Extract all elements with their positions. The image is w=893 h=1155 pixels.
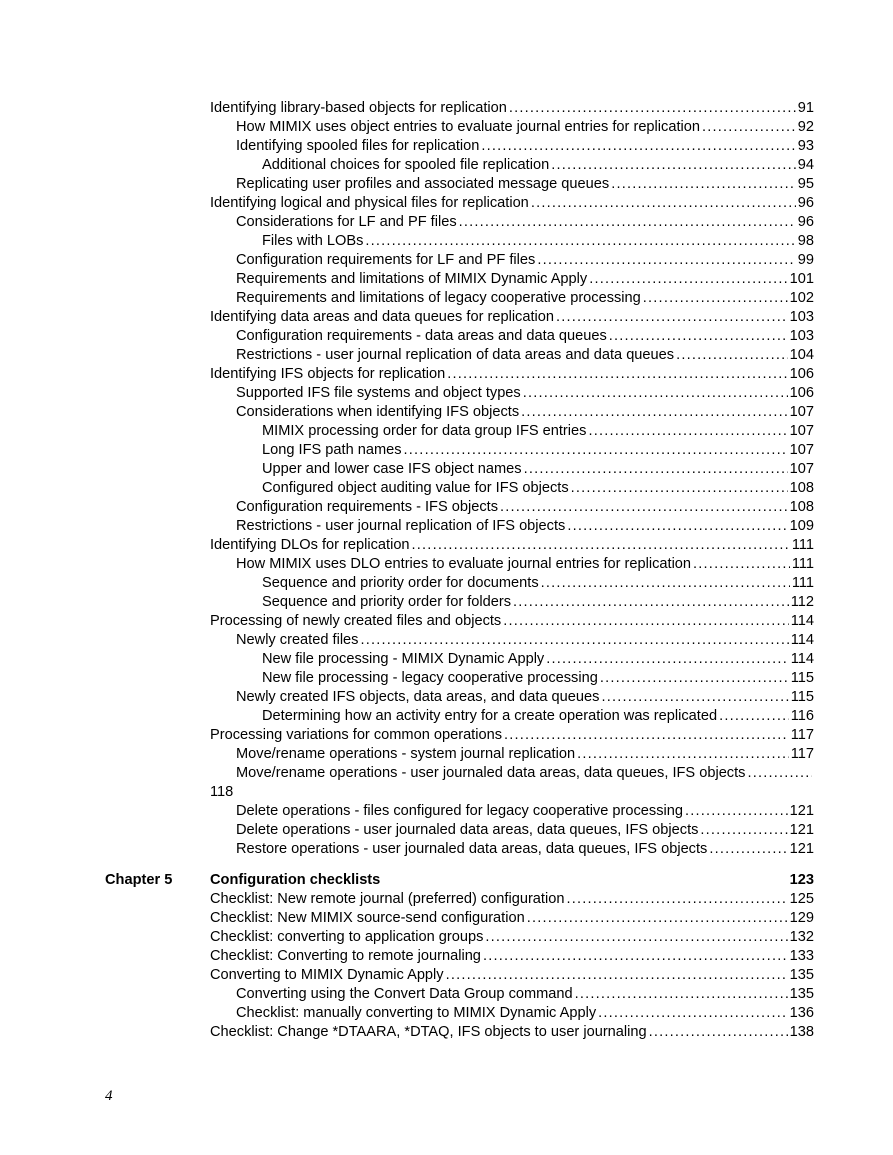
toc-entry-title: Restrictions - user journal replication of data areas and data queues: [236, 347, 675, 363]
dot-leader: [459, 213, 796, 232]
toc-entry-title: New file processing - legacy cooperative processing: [262, 670, 598, 686]
dot-leader: [598, 1004, 788, 1023]
toc-entry-page: 115: [790, 670, 814, 686]
toc-entry-page: 138: [789, 1024, 814, 1040]
toc-entry-page: 129: [789, 910, 814, 926]
dot-leader: [483, 947, 788, 966]
toc-entry-page: 117: [790, 727, 814, 743]
toc-entry[interactable]: [210, 498, 814, 517]
toc-entry[interactable]: [210, 213, 814, 232]
dot-leader: [747, 764, 812, 783]
toc-entry[interactable]: [210, 251, 814, 270]
toc-entry-page: 115: [790, 689, 814, 705]
toc-entry-page: 114: [790, 651, 814, 667]
toc-entry-title: Processing variations for common operations: [210, 727, 503, 743]
toc-entry-page: 116: [790, 708, 814, 724]
toc-entry-page: 121: [789, 803, 814, 819]
toc-entry-title: Restrictions - user journal replication of IFS objects: [236, 518, 566, 534]
toc-entry-page: 95: [797, 176, 814, 192]
chapter-section: [105, 871, 814, 1042]
dot-leader: [537, 251, 795, 270]
dot-leader: [676, 346, 788, 365]
toc-entry-page: 98: [797, 233, 814, 249]
dot-leader: [709, 840, 787, 859]
toc-entry-title: Requirements and limitations of MIMIX Dynamic Apply: [236, 271, 588, 287]
toc-entry-title: Requirements and limitations of legacy cooperative processing: [236, 290, 641, 306]
dot-leader: [556, 308, 788, 327]
dot-leader: [523, 384, 788, 403]
toc-entry-page: 96: [797, 195, 814, 211]
toc-entry[interactable]: [210, 232, 814, 251]
toc-entry-page: 109: [789, 518, 814, 534]
toc-entry-title: Considerations when identifying IFS objects: [236, 404, 520, 420]
dot-leader: [521, 403, 788, 422]
dot-leader: [702, 118, 796, 137]
toc-entry-title: Replicating user profiles and associated message queues: [236, 176, 610, 192]
toc-entry-page: 107: [789, 404, 814, 420]
toc-entry-title: Newly created IFS objects, data areas, and data queues: [236, 689, 600, 705]
toc-entry[interactable]: [210, 909, 814, 928]
toc-entry-page: 117: [790, 746, 814, 762]
toc-entry-page: 135: [789, 967, 814, 983]
toc-entry-title: Considerations for LF and PF files: [236, 214, 457, 230]
toc-entry[interactable]: [210, 650, 814, 669]
toc-entry-title: Identifying DLOs for replication: [210, 537, 410, 553]
toc-entry[interactable]: [210, 460, 814, 479]
dot-leader: [601, 688, 788, 707]
toc-entry-title: Identifying library-based objects for replication: [210, 100, 507, 116]
dot-leader: [447, 365, 787, 384]
toc-entry[interactable]: [210, 821, 814, 840]
toc-entry[interactable]: [210, 403, 814, 422]
toc-entry-title: MIMIX processing order for data group IFS entries: [262, 423, 587, 439]
toc-entry[interactable]: [210, 327, 814, 346]
toc-entry[interactable]: [210, 890, 814, 909]
toc-entry[interactable]: [210, 118, 814, 137]
toc-entry-title: Identifying spooled files for replication: [236, 138, 480, 154]
toc-entry-page: 99: [797, 252, 814, 268]
toc-entry-page: 114: [790, 632, 814, 648]
toc-entry-page: 112: [790, 594, 814, 610]
toc-entry-title: Checklist: New remote journal (preferred) configuration: [210, 891, 565, 907]
toc-entry[interactable]: [210, 346, 814, 365]
toc-entry-page: 103: [789, 328, 814, 344]
toc-entry-page: 133: [789, 948, 814, 964]
toc-entry[interactable]: [210, 593, 814, 612]
toc-entry[interactable]: [210, 175, 814, 194]
toc-entry[interactable]: [210, 726, 814, 745]
toc-entry-title: Determining how an activity entry for a create operation was replicated: [262, 708, 718, 724]
toc-entry-title: Sequence and priority order for folders: [262, 594, 512, 610]
dot-leader: [600, 669, 789, 688]
dot-leader: [412, 536, 790, 555]
dot-leader: [611, 175, 796, 194]
dot-leader: [541, 574, 790, 593]
dot-leader: [567, 517, 787, 536]
toc-entry[interactable]: [210, 289, 814, 308]
toc-entry-title: How MIMIX uses object entries to evaluate journal entries for replication: [236, 119, 700, 135]
dot-leader: [481, 137, 795, 156]
toc-entry[interactable]: [210, 928, 814, 947]
dot-leader: [546, 650, 789, 669]
toc-entry-title: Move/rename operations - user journaled data areas, data queues, IFS objects: [236, 765, 746, 781]
dot-leader: [551, 156, 796, 175]
toc-entry-title: Move/rename operations - system journal replication: [236, 746, 576, 762]
toc-entry-title: Configuration requirements - data areas and data queues: [236, 328, 607, 344]
toc-entry-page: 93: [797, 138, 814, 154]
toc-entry-page: 118: [210, 784, 234, 800]
toc-entry-title: Converting to MIMIX Dynamic Apply: [210, 967, 444, 983]
toc-entry[interactable]: [210, 536, 814, 555]
dot-leader: [700, 821, 787, 840]
toc-entry-page: 107: [789, 423, 814, 439]
toc-entry-title: Checklist: New MIMIX source-send configuration: [210, 910, 525, 926]
toc-entry-page: 114: [790, 613, 814, 629]
toc-entry-page: 135: [789, 986, 814, 1002]
toc-entry-page: 104: [789, 347, 814, 363]
toc-entry[interactable]: [210, 156, 814, 175]
toc-entry[interactable]: [210, 966, 814, 985]
dot-leader: [524, 460, 788, 479]
chapter-heading[interactable]: [105, 871, 814, 890]
toc-entry-page: 107: [789, 461, 814, 477]
toc-entry-page: 108: [789, 499, 814, 515]
toc-entry-page: 107: [789, 442, 814, 458]
toc-entry-page: 108: [789, 480, 814, 496]
toc-entry[interactable]: [210, 840, 814, 859]
toc-entry-page: 132: [789, 929, 814, 945]
dot-leader: [649, 1023, 788, 1042]
toc-entry-title: Additional choices for spooled file replication: [262, 157, 550, 173]
toc-entry[interactable]: [210, 137, 814, 156]
toc-entry[interactable]: [210, 441, 814, 460]
toc-entry-page: 101: [789, 271, 814, 287]
toc-entry-title: Converting using the Convert Data Group command: [236, 986, 573, 1002]
toc-entry-page: 125: [789, 891, 814, 907]
toc-entry[interactable]: [210, 631, 814, 650]
toc-entry-title: Identifying data areas and data queues for replication: [210, 309, 555, 325]
toc-entry-page: 94: [797, 157, 814, 173]
dot-leader: [577, 745, 789, 764]
toc-entry-page: 136: [789, 1005, 814, 1021]
toc-entry-page: 102: [789, 290, 814, 306]
toc-entry-title: Newly created files: [236, 632, 359, 648]
dot-leader: [575, 985, 788, 1004]
toc-entry[interactable]: [210, 270, 814, 289]
toc-entry-page: 111: [791, 537, 814, 553]
dot-leader: [571, 479, 788, 498]
dot-leader: [503, 612, 789, 631]
toc-entry-page: 111: [791, 556, 814, 572]
toc-entry-title: Upper and lower case IFS object names: [262, 461, 522, 477]
dot-leader: [531, 194, 796, 213]
toc-entry[interactable]: [210, 308, 814, 327]
chapter-label: Chapter 5: [105, 872, 173, 888]
toc-entry-title: Supported IFS file systems and object types: [236, 385, 521, 401]
toc-entry-title: Processing of newly created files and objects: [210, 613, 502, 629]
toc-entry-title: Delete operations - user journaled data areas, data queues, IFS objects: [236, 822, 699, 838]
toc-entry-title: Restore operations - user journaled data areas, data queues, IFS objects: [236, 841, 708, 857]
toc-entry[interactable]: [210, 745, 814, 764]
dot-leader: [609, 327, 788, 346]
page-number: 4: [105, 1088, 113, 1104]
dot-leader: [485, 928, 787, 947]
dot-leader: [693, 555, 790, 574]
toc-list: [210, 99, 814, 859]
toc-entry-title: Identifying logical and physical files for replication: [210, 195, 529, 211]
dot-leader: [365, 232, 795, 251]
toc-entry-title: Checklist: Change *DTAARA, *DTAQ, IFS objects to user journaling: [210, 1024, 647, 1040]
dot-leader: [527, 909, 788, 928]
chapter-entries: [210, 890, 814, 1042]
toc-entry[interactable]: [210, 947, 814, 966]
dot-leader: [500, 498, 788, 517]
toc-entry-page: 96: [797, 214, 814, 230]
toc-entry[interactable]: [210, 688, 814, 707]
toc-entry[interactable]: [210, 1004, 814, 1023]
toc-entry-title: How MIMIX uses DLO entries to evaluate journal entries for replication: [236, 556, 692, 572]
toc-entry[interactable]: [210, 422, 814, 441]
toc-entry[interactable]: [210, 1023, 814, 1042]
dot-leader: [643, 289, 788, 308]
dot-leader: [588, 422, 787, 441]
toc-entry-page: 111: [791, 575, 814, 591]
dot-leader: [446, 966, 788, 985]
toc-entry-page: 103: [789, 309, 814, 325]
toc-entry[interactable]: [210, 99, 814, 118]
toc-entry[interactable]: [210, 612, 814, 631]
dot-leader: [566, 890, 787, 909]
toc-entry-title: Configuration requirements - IFS objects: [236, 499, 498, 515]
toc-entry-title: Configuration requirements for LF and PF files: [236, 252, 536, 268]
toc-entry-title: Sequence and priority order for documents: [262, 575, 539, 591]
dot-leader: [509, 99, 796, 118]
toc-entry[interactable]: [210, 985, 814, 1004]
dot-leader: [404, 441, 788, 460]
toc-entry-page: 92: [797, 119, 814, 135]
toc-entry[interactable]: [210, 707, 814, 726]
toc-entry[interactable]: [210, 479, 814, 498]
toc-entry-page: 106: [789, 385, 814, 401]
chapter-page-number: 123: [789, 872, 814, 888]
toc-entry[interactable]: [210, 384, 814, 403]
dot-leader: [360, 631, 788, 650]
dot-leader: [513, 593, 789, 612]
toc-entry-title: New file processing - MIMIX Dynamic Apply: [262, 651, 545, 667]
toc-entry-title: Delete operations - files configured for legacy cooperative processing: [236, 803, 683, 819]
dot-leader: [685, 802, 788, 821]
toc-entry-title: Files with LOBs: [262, 233, 364, 249]
dot-leader: [719, 707, 789, 726]
toc-entry-title: Configured object auditing value for IFS objects: [262, 480, 569, 496]
toc-entry[interactable]: [210, 555, 814, 574]
toc-entry[interactable]: [210, 574, 814, 593]
toc-entry[interactable]: [210, 194, 814, 213]
toc-entry[interactable]: [210, 802, 814, 821]
toc-entry-page: 91: [797, 100, 814, 116]
toc-entry-page: 121: [789, 822, 814, 838]
toc-entry-page: 106: [789, 366, 814, 382]
toc-entry-title: Identifying IFS objects for replication: [210, 366, 446, 382]
toc-entry-title: Checklist: manually converting to MIMIX Dynamic Apply: [236, 1005, 597, 1021]
toc-entry-title: Long IFS path names: [262, 442, 402, 458]
chapter-title: Configuration checklists: [210, 872, 381, 888]
toc-entry[interactable]: [210, 517, 814, 536]
toc-entry-title: Checklist: Converting to remote journaling: [210, 948, 481, 964]
toc-entry-page: 121: [789, 841, 814, 857]
dot-leader: [504, 726, 789, 745]
toc-entry[interactable]: [210, 764, 814, 802]
toc-entry-title: Checklist: converting to application groups: [210, 929, 484, 945]
dot-leader: [589, 270, 787, 289]
toc-entry[interactable]: [210, 365, 814, 384]
toc-entry[interactable]: [210, 669, 814, 688]
